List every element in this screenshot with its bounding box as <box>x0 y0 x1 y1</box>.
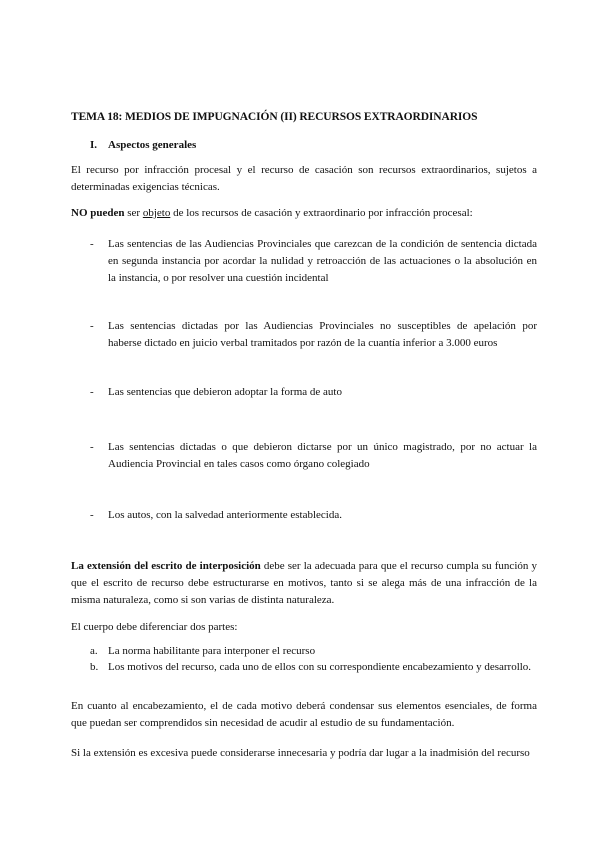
bullet-marker: - <box>90 238 94 250</box>
bullet-1-line-1: Las sentencias de las Audiencias Provinciales que carezcan de la condición de sentencia dictada <box>108 238 537 250</box>
extension-line-3: misma naturaleza, como si son varias de distinta naturaleza. <box>71 594 335 606</box>
objeto-line <box>71 205 537 222</box>
document-title: TEMA 18: MEDIOS DE IMPUGNACIÓN (II) RECURSOS EXTRAORDINARIOS <box>71 111 478 123</box>
extension-bold: La extensión del escrito de interposición <box>71 560 261 572</box>
final-line: Si la extensión es excesiva puede considerarse innecesaria y podría dar lugar a la inadmisión del recurso <box>71 747 530 759</box>
extension-line-1-rest: debe ser la adecuada para que el recurso cumpla su función y <box>260 560 537 572</box>
extension-paragraph <box>71 558 537 609</box>
objeto-rest: de los recursos de casación y extraordinario por infracción procesal: <box>170 207 473 219</box>
encabezamiento-line-2: que puedan ser comprendidos sin necesidad de acudir al estudio de su fundamentación. <box>71 717 455 729</box>
objeto-paragraph <box>71 205 537 222</box>
encabezamiento-line-1: En cuanto al encabezamiento, el de cada motivo deberá condensar sus elementos esenciales, de forma <box>71 700 537 712</box>
objeto-underlined: objeto <box>142 207 171 219</box>
objeto-bold: NO pueden <box>71 207 125 219</box>
bullet-5-line-1: Los autos, con la salvedad anteriormente establecida. <box>108 509 342 521</box>
objeto-mid: ser <box>124 207 143 219</box>
bullet-1-line-3: la instancia, o por resolver una cuestión incidental <box>108 272 329 284</box>
cuerpo-line: El cuerpo debe diferenciar dos partes: <box>71 621 238 633</box>
intro-line-1: El recurso por infracción procesal y el recurso de casación son recursos extraordinarios, sujetos a <box>71 164 537 176</box>
part-b-marker: b. <box>90 661 99 673</box>
section-number: I. <box>90 139 98 151</box>
encabezamiento-paragraph <box>71 698 537 732</box>
bullet-marker: - <box>90 441 94 453</box>
bullet-marker: - <box>90 386 94 398</box>
part-a-marker: a. <box>90 645 98 657</box>
extension-line-2: que el escrito de recurso debe estructurarse en motivos, tanto si se alega más de una infracción de la <box>71 577 537 589</box>
section-heading-text: Aspectos generales <box>108 139 197 151</box>
intro-paragraph <box>71 162 537 196</box>
extension-line-1 <box>71 558 537 575</box>
intro-line-2: determinadas exigencias técnicas. <box>71 181 220 193</box>
part-b-text: Los motivos del recurso, cada uno de ellos con su correspondiente encabezamiento y desarrollo. <box>108 661 532 673</box>
bullet-marker: - <box>90 320 94 332</box>
part-a-text: La norma habilitante para interponer el recurso <box>108 645 316 657</box>
section-heading <box>90 139 196 151</box>
bullet-2-line-1: Las sentencias dictadas por las Audiencias Provinciales no susceptibles de apelación por <box>108 320 537 332</box>
bullet-3-line-1: Las sentencias que debieron adoptar la forma de auto <box>108 386 342 398</box>
bullet-1-line-2: en segunda instancia por acordar la nulidad y retroacción de las actuaciones o la absolución en <box>108 255 537 267</box>
bullet-4-line-1: Las sentencias dictadas o que debieron dictarse por un único magistrado, por no actuar la <box>108 441 537 453</box>
cuerpo-paragraph <box>71 619 537 636</box>
bullet-4-line-2: Audiencia Provincial en tales casos como órgano colegiado <box>108 458 370 470</box>
bullet-marker: - <box>90 509 94 521</box>
bullet-2-line-2: haberse dictado en juicio verbal tramitados por razón de la cuantía inferior a 3.000 euros <box>108 337 498 349</box>
final-paragraph <box>71 745 537 762</box>
